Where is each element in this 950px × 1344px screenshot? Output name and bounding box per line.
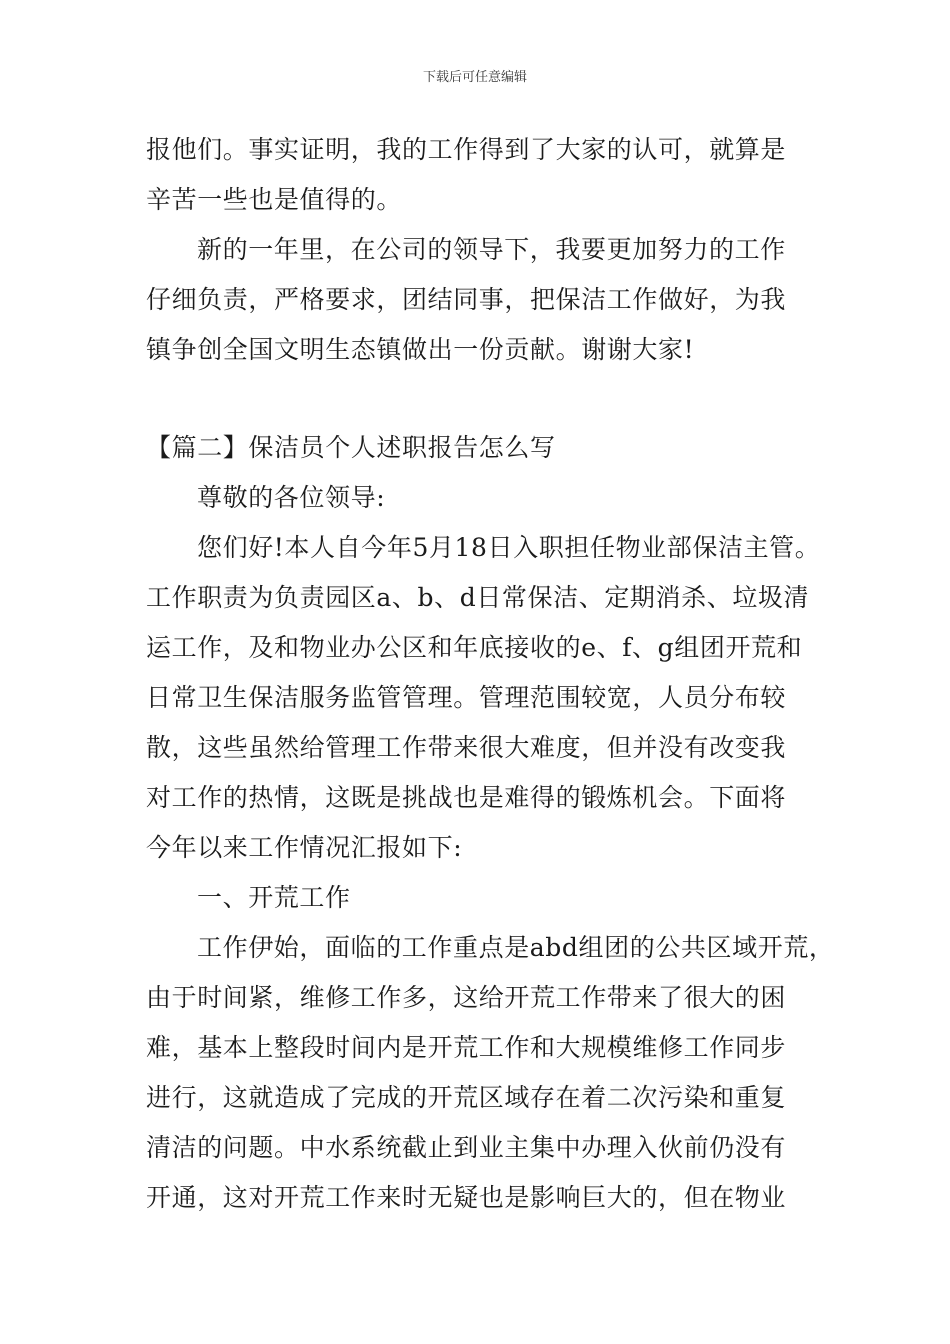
- paragraph-line: 工作职责为负责园区a、b、d日常保洁、定期消杀、垃圾清: [146, 583, 810, 612]
- paragraph-line: 清洁的问题。中水系统截止到业主集中办理入伙前仍没有: [146, 1133, 787, 1162]
- paragraph-line: 辛苦一些也是值得的。: [146, 185, 403, 214]
- paragraph-line: 由于时间紧，维修工作多，这给开荒工作带来了很大的困: [146, 983, 787, 1012]
- paragraph-line: 难，基本上整段时间内是开荒工作和大规模维修工作同步: [146, 1033, 787, 1062]
- paragraph-line: 仔细负责，严格要求，团结同事，把保洁工作做好，为我: [146, 285, 787, 314]
- paragraph-line: 报他们。事实证明，我的工作得到了大家的认可，就算是: [146, 135, 787, 164]
- paragraph-line: 散，这些虽然给管理工作带来很大难度，但并没有改变我: [146, 733, 787, 762]
- paragraph-line: 您们好!本人自今年5月18日入职担任物业部保洁主管。: [197, 533, 821, 562]
- paragraph-line: 开通，这对开荒工作来时无疑也是影响巨大的，但在物业: [146, 1183, 787, 1212]
- paragraph-line: 镇争创全国文明生态镇做出一份贡献。谢谢大家!: [146, 335, 695, 364]
- paragraph-line: 工作伊始，面临的工作重点是abd组团的公共区域开荒，: [197, 933, 835, 962]
- paragraph-line: 日常卫生保洁服务监管管理。管理范围较宽，人员分布较: [146, 683, 787, 712]
- paragraph-line: 运工作，及和物业办公区和年底接收的e、f、g组团开荒和: [146, 633, 803, 662]
- salutation: 尊敬的各位领导:: [197, 483, 386, 512]
- paragraph-line: 新的一年里，在公司的领导下，我要更加努力的工作: [197, 235, 786, 264]
- page-header: 下载后可任意编辑: [422, 70, 527, 85]
- paragraph-line: 进行，这就造成了完成的开荒区域存在着二次污染和重复: [146, 1083, 787, 1112]
- paragraph-line: 今年以来工作情况汇报如下:: [146, 833, 463, 862]
- paragraph-line: 对工作的热情，这既是挑战也是难得的锻炼机会。下面将: [146, 783, 787, 812]
- section-heading: 【篇二】保洁员个人述职报告怎么写: [146, 433, 556, 462]
- subsection-heading: 一、开荒工作: [197, 883, 351, 912]
